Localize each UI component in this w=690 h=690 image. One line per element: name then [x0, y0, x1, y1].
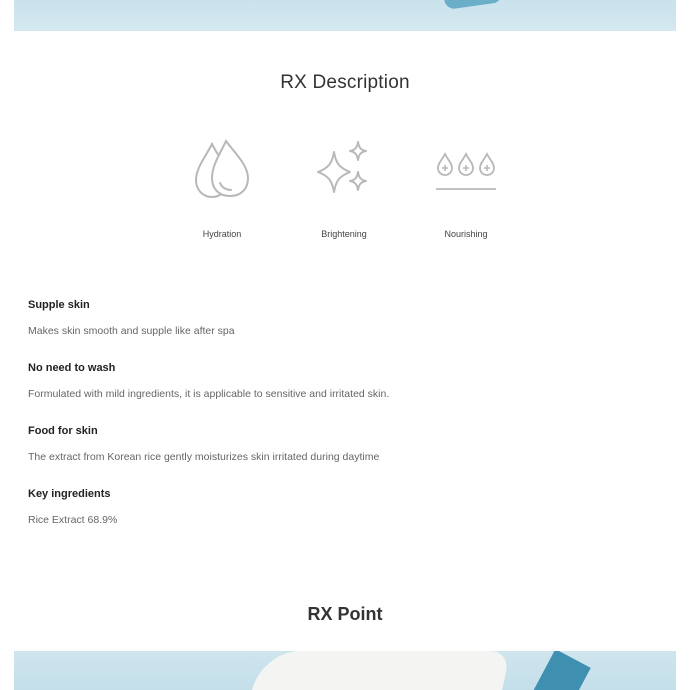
benefit-brightening — [289, 138, 399, 239]
benefit-label: Brightening — [321, 229, 367, 239]
feature-text: Rice Extract 68.9% — [28, 514, 118, 526]
benefit-icons — [0, 138, 690, 248]
feature-item — [28, 361, 668, 401]
nourishing-drops-icon — [434, 138, 498, 202]
top-product-banner — [14, 0, 676, 31]
bottom-product-banner — [14, 651, 676, 690]
feature-item — [28, 487, 668, 527]
water-drops-icon — [190, 138, 254, 202]
feature-title: Key ingredients — [28, 488, 111, 500]
benefit-label: Hydration — [202, 229, 242, 239]
feature-text: Makes skin smooth and supple like after spa — [28, 325, 235, 337]
rx-point-title: RX Point — [307, 604, 383, 624]
feature-title: Supple skin — [28, 299, 90, 311]
sparkle-icon — [312, 138, 376, 202]
feature-item — [28, 424, 668, 464]
benefit-nourishing — [411, 138, 521, 239]
feature-item — [28, 298, 668, 338]
benefit-hydration — [167, 138, 277, 239]
benefit-label: Nourishing — [444, 229, 488, 239]
feature-title: No need to wash — [28, 362, 116, 374]
feature-title: Food for skin — [28, 425, 98, 437]
feature-text: The extract from Korean rice gently moisturizes skin irritated during daytime — [28, 451, 380, 463]
rx-description-title: RX Description — [280, 72, 410, 93]
feature-text: Formulated with mild ingredients, it is applicable to sensitive and irritated skin. — [28, 388, 390, 400]
feature-list — [28, 298, 668, 550]
product-tube — [248, 651, 511, 690]
product-cap — [527, 651, 590, 690]
banner-accent — [443, 0, 503, 10]
